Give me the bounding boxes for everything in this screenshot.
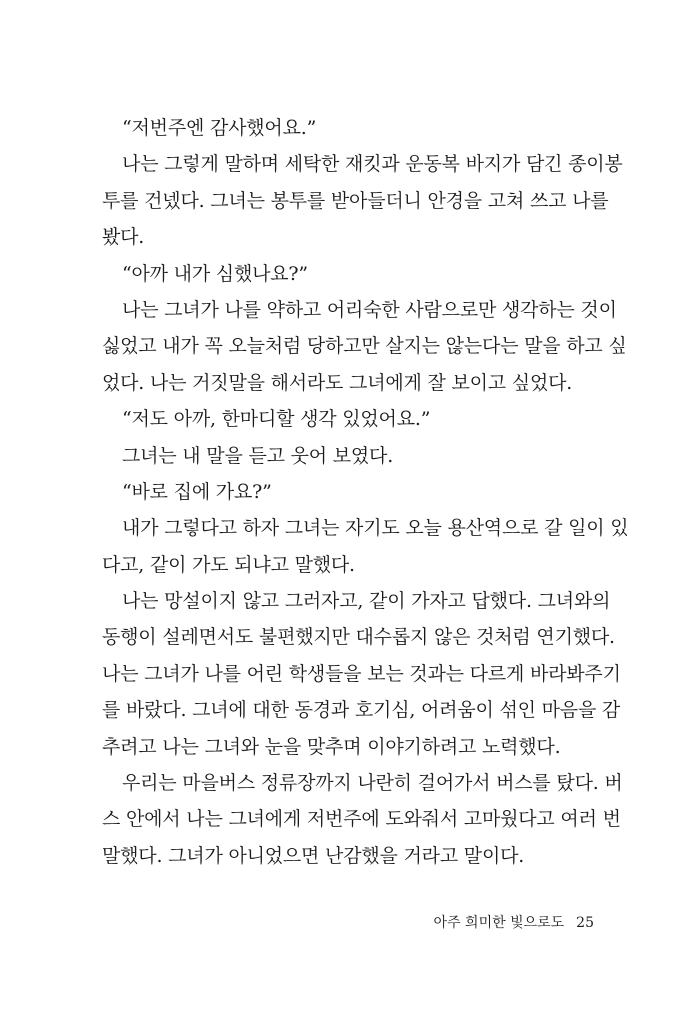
text-line: 투를 건넸다. 그녀는 봉투를 받아들더니 안경을 고쳐 쓰고 나를 <box>102 189 609 212</box>
text-line: 나는 그녀가 나를 어린 학생들을 보는 것과는 다르게 바라봐주기 <box>102 662 621 685</box>
text-line: 나는 그렇게 말하며 세탁한 재킷과 운동복 바지가 담긴 종이봉 <box>122 153 623 176</box>
text-line: 동행이 설레면서도 불편했지만 대수롭지 않은 것처럼 연기했다. <box>102 626 615 649</box>
text-line: 그녀는 내 말을 듣고 웃어 보였다. <box>122 444 394 467</box>
text-line: “저도 아까, 한마디할 생각 있었어요.” <box>122 408 431 431</box>
text-line: 말했다. 그녀가 아니었으면 난감했을 거라고 말이다. <box>102 844 525 867</box>
text-line: “바로 집에 가요?” <box>122 480 272 503</box>
text-line: 우리는 마을버스 정류장까지 나란히 걸어가서 버스를 탔다. 버 <box>122 772 623 795</box>
text-line: 싫었고 내가 꼭 오늘처럼 당하고만 살지는 않는다는 말을 하고 싶 <box>102 335 627 358</box>
text-line: 내가 그렇다고 하자 그녀는 자기도 오늘 용산역으로 갈 일이 있 <box>122 517 629 540</box>
text-line: 추려고 나는 그녀와 눈을 맞추며 이야기하려고 노력했다. <box>102 735 561 758</box>
text-line: 봤다. <box>102 226 145 249</box>
text-line: “저번주엔 감사했어요.” <box>122 117 317 139</box>
text-line: 다고, 같이 가도 되냐고 말했다. <box>102 553 355 576</box>
text-line: “아까 내가 심했나요?” <box>122 262 308 285</box>
text-line: 나는 망설이지 않고 그러자고, 같이 가자고 답했다. 그녀와의 <box>122 590 611 613</box>
page-body <box>102 110 629 874</box>
text-line: 를 바랐다. 그녀에 대한 동경과 호기심, 어려움이 섞인 마음을 감 <box>102 699 621 722</box>
running-footer <box>434 912 594 932</box>
page-number: 25 <box>576 915 594 931</box>
text-line: 나는 그녀가 나를 약하고 어리숙한 사람으로만 생각하는 것이 <box>122 298 617 321</box>
book-title: 아주 희미한 빛으로도 <box>433 915 565 931</box>
text-line: 었다. 나는 거짓말을 해서라도 그녀에게 잘 보이고 싶었다. <box>102 371 573 394</box>
text-line: 스 안에서 나는 그녀에게 저번주에 도와줘서 고마웠다고 여러 번 <box>102 808 621 831</box>
